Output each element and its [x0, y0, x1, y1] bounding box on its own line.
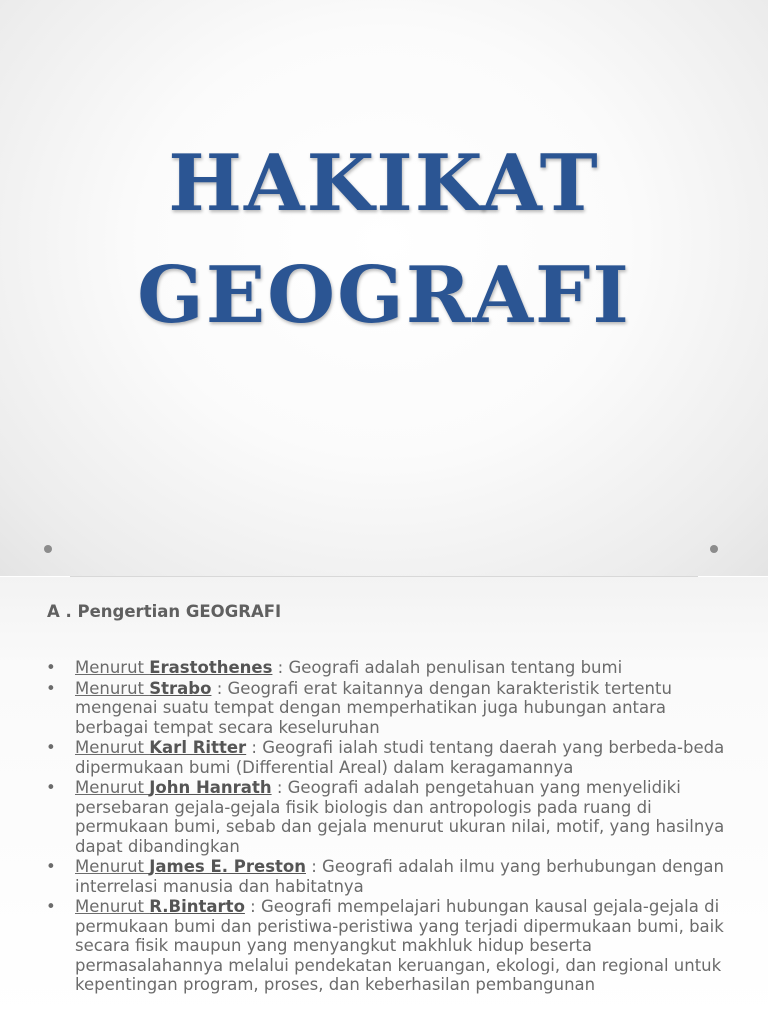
- bullet-icon: •: [46, 857, 56, 876]
- section-heading: A . Pengertian GEOGRAFI: [47, 602, 282, 621]
- scholar-name: Karl Ritter: [149, 738, 247, 757]
- definition-prefix: Menurut: [75, 658, 150, 677]
- list-item: [46, 679, 726, 738]
- definition-text: : Geografi erat kaitannya dengan karakteristik tertentu mengenai suatu tempat dengan memperhatikan juga hubungan antara berbagai tempat secara keseluruhan: [75, 678, 672, 737]
- definition-text: : Geografi ialah studi tentang daerah yang berbeda-beda dipermukaan bumi (Differential Areal) dalam keragamannya: [75, 738, 725, 777]
- definition-text: : Geografi adalah penulisan tentang bumi: [272, 658, 623, 677]
- definition-prefix: Menurut: [75, 738, 150, 757]
- scholar-name: James E. Preston: [149, 857, 306, 876]
- slide-title: [0, 128, 768, 352]
- scholar-name: Erastothenes: [149, 658, 273, 677]
- scholar-name: R.Bintarto: [149, 897, 245, 916]
- definitions-list: [46, 658, 726, 996]
- definition-prefix: Menurut: [75, 778, 150, 797]
- right-dot-icon: [710, 545, 718, 553]
- definition-text: : Geografi adalah pengetahuan yang menyelidiki persebaran gejala-gejala fisik biologis dan antropologis pada ruang di permukaan bumi, sebab dan gejala menurut ukuran nilai, motif, yang hasilnya dapat dibandingkan: [75, 778, 725, 856]
- bullet-icon: •: [46, 738, 56, 757]
- definition-prefix: Menurut: [75, 897, 150, 916]
- slide-title-line-2: GEOGRAFI: [137, 250, 631, 341]
- definition-prefix: Menurut: [75, 857, 150, 876]
- list-item: [46, 778, 726, 856]
- slide-title-line-1: HAKIKAT: [168, 138, 600, 229]
- bullet-icon: •: [46, 658, 56, 677]
- definition-text: : Geografi adalah ilmu yang berhubungan dengan interrelasi manusia dan habitatnya: [75, 857, 724, 896]
- definition-prefix: Menurut: [75, 678, 150, 698]
- list-item: [46, 897, 726, 995]
- scholar-name: John Hanrath: [149, 778, 272, 797]
- left-dot-icon: [44, 545, 52, 553]
- bullet-icon: •: [46, 778, 56, 797]
- list-item: [46, 738, 726, 777]
- list-item: [46, 857, 726, 896]
- scholar-name: Strabo: [149, 678, 212, 698]
- bullet-icon: •: [46, 897, 56, 916]
- definition-text: : Geografi mempelajari hubungan kausal gejala-gejala di permukaan bumi dan peristiwa-peristiwa yang terjadi dipermukaan bumi, baik secara fisik maupun yang menyangkut makhluk hidup beserta permasalahannya melalui pendekatan keruangan, ekologi, dan regional untuk kepentingan program, proses, dan keberhasilan pembangunan: [75, 897, 724, 994]
- list-item: [46, 658, 726, 678]
- bullet-icon: •: [46, 678, 56, 698]
